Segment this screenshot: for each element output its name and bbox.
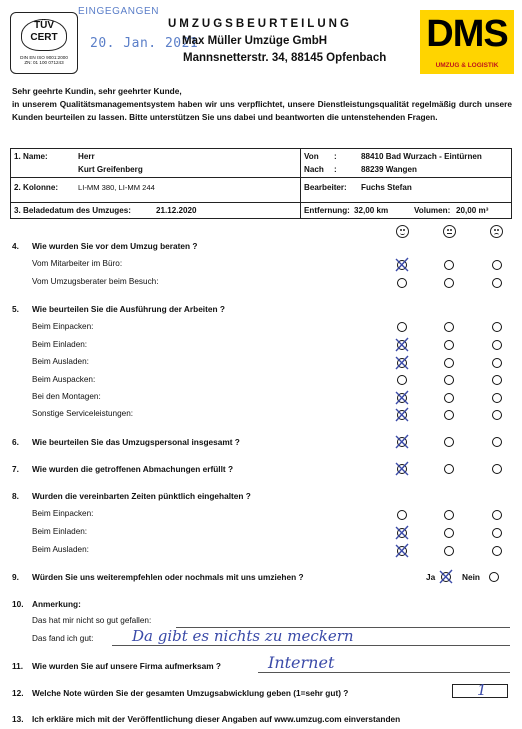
- question-number: 12.: [12, 688, 24, 698]
- answer-circle[interactable]: [397, 278, 407, 288]
- cert-text: TÜV: [34, 20, 54, 31]
- checkmark-cross-icon: [438, 569, 453, 583]
- question-4: [12, 241, 197, 251]
- agent-label: Bearbeiter:: [304, 183, 347, 192]
- q10-liked-answer: Da gibt es nichts zu meckern: [132, 627, 354, 645]
- q8-packing-label: Beim Einpacken:: [32, 509, 94, 518]
- answer-circle[interactable]: [492, 410, 502, 420]
- q5-packing-label: Beim Einpacken:: [32, 322, 94, 331]
- q9-no-label: Nein: [462, 572, 480, 582]
- question-11: [12, 661, 221, 671]
- checkmark-cross-icon: [394, 434, 409, 448]
- cert-emblem: [21, 19, 67, 51]
- question-number: 7.: [12, 464, 19, 474]
- answer-circle[interactable]: [444, 278, 454, 288]
- question-number: 5.: [12, 304, 19, 314]
- question-text: Anmerkung:: [32, 599, 81, 609]
- intro-greeting: Sehr geehrte Kundin, sehr geehrter Kunde,: [12, 86, 182, 96]
- question-text: Ich erkläre mich mit der Veröffentlichung dieser Angaben auf www.umzug.com einverstanden: [32, 714, 401, 724]
- q10-liked-label: Das fand ich gut:: [32, 634, 94, 643]
- intro-body: in unserem Qualitätsmanagementsystem haben wir uns verpflichtet, unsere Dienstleistungsqualität regelmäßig durch unsere Kunden beurteilen zu lassen. Bitte unterstützen Sie uns dabei und beantworten die untenstehenden Fragen.: [12, 99, 512, 122]
- answer-circle[interactable]: [492, 375, 502, 385]
- question-9: [12, 572, 304, 582]
- checkmark-cross-icon: [394, 337, 409, 351]
- answer-circle[interactable]: [492, 278, 502, 288]
- name-label: 1. Name:: [14, 152, 48, 161]
- question-number: 8.: [12, 491, 19, 501]
- answer-circle[interactable]: [444, 546, 454, 556]
- from-colon: :: [334, 152, 337, 161]
- from-address: 88410 Bad Wurzach - Eintürnen: [361, 152, 482, 161]
- cert-norm: DIN EN ISO 9001:2000: [20, 55, 68, 60]
- question-7: [12, 464, 233, 474]
- checkmark-cross-icon: [394, 355, 409, 369]
- checkmark-cross-icon: [394, 257, 409, 271]
- answer-circle[interactable]: [444, 358, 454, 368]
- answer-circle[interactable]: [444, 464, 454, 474]
- checkmark-cross-icon: [394, 461, 409, 475]
- question-text: Wie wurden Sie auf unsere Firma aufmerksam ?: [32, 661, 221, 671]
- answer-circle[interactable]: [492, 260, 502, 270]
- answer-circle[interactable]: [444, 437, 454, 447]
- cert-standard: [11, 55, 77, 65]
- checkmark-cross-icon: [394, 543, 409, 557]
- question-text: Wie wurden die getroffenen Abmachungen erfüllt ?: [32, 464, 234, 474]
- answer-circle[interactable]: [444, 528, 454, 538]
- q11-answer-line: [258, 672, 510, 673]
- to-label: Nach: [304, 165, 324, 174]
- customer-info-table: [10, 148, 512, 219]
- question-number: 4.: [12, 241, 19, 251]
- question-text: Welche Note würden Sie der gesamten Umzugsabwicklung geben (1=sehr gut) ?: [32, 688, 349, 698]
- answer-circle[interactable]: [444, 375, 454, 385]
- load-date-value: 21.12.2020: [156, 206, 197, 215]
- distance-value: 32,00 km: [354, 206, 389, 215]
- received-date-stamp: 20. Jan. 2021: [90, 36, 199, 51]
- question-number: 9.: [12, 572, 19, 582]
- answer-circle[interactable]: [492, 358, 502, 368]
- q5-unpacking-label: Beim Auspacken:: [32, 375, 96, 384]
- q12-answer: 1: [477, 681, 487, 699]
- answer-circle[interactable]: [444, 340, 454, 350]
- question-6: [12, 437, 240, 447]
- answer-circle[interactable]: [444, 260, 454, 270]
- volume-label: Volumen:: [414, 206, 451, 215]
- q11-answer: Internet: [268, 653, 335, 672]
- logo-text: DMS: [426, 13, 508, 55]
- question-text: Wurden die vereinbarten Zeiten pünktlich eingehalten ?: [32, 491, 251, 501]
- company-name: Max Müller Umzüge GmbH: [182, 35, 328, 47]
- answer-circle[interactable]: [397, 510, 407, 520]
- question-text: Wie beurteilen Sie die Ausführung der Arbeiten ?: [32, 304, 225, 314]
- distance-label: Entfernung:: [304, 206, 350, 215]
- question-text: Wie beurteilen Sie das Umzugspersonal insgesamt ?: [32, 437, 240, 447]
- question-12: [12, 688, 348, 698]
- intro-text: [12, 85, 512, 124]
- q8-loading-label: Beim Einladen:: [32, 527, 88, 536]
- q5-unloading-label: Beim Ausladen:: [32, 357, 89, 366]
- neutral-face-icon: [443, 225, 456, 238]
- dms-logo: [420, 10, 514, 74]
- tuv-cert-logo: [10, 12, 78, 74]
- question-8: [12, 491, 251, 501]
- to-address: 88239 Wangen: [361, 165, 417, 174]
- answer-circle[interactable]: [492, 510, 502, 520]
- name-salutation: Herr: [78, 152, 95, 161]
- answer-circle[interactable]: [444, 410, 454, 420]
- q9-yes-label: Ja: [426, 572, 436, 582]
- happy-face-icon: [396, 225, 409, 238]
- company-address: Mannsnetterstr. 34, 88145 Opfenbach: [183, 52, 387, 64]
- cert-number: ZN: 01 100 071243: [24, 60, 64, 66]
- checkmark-cross-icon: [394, 407, 409, 421]
- answer-circle[interactable]: [492, 528, 502, 538]
- answer-circle[interactable]: [492, 437, 502, 447]
- q4-visit-label: Vom Umzugsberater beim Besuch:: [32, 277, 159, 286]
- logo-subtitle: UMZUG & LOGISTIK: [435, 62, 499, 69]
- agent-value: Fuchs Stefan: [361, 183, 412, 192]
- checkmark-cross-icon: [394, 390, 409, 404]
- answer-circle[interactable]: [492, 464, 502, 474]
- cert-text: CERT: [30, 32, 58, 43]
- question-number: 6.: [12, 437, 19, 447]
- answer-circle[interactable]: [492, 322, 502, 332]
- from-label: Von: [304, 152, 319, 161]
- load-date-label: 3. Beladedatum des Umzuges:: [14, 206, 131, 215]
- customer-name: Kurt Greifenberg: [78, 165, 143, 174]
- q5-other-services-label: Sonstige Serviceleistungen:: [32, 409, 134, 418]
- question-text: Würden Sie uns weiterempfehlen oder nochmals mit uns umziehen ?: [32, 572, 304, 582]
- answer-circle[interactable]: [444, 393, 454, 403]
- to-colon: :: [334, 165, 337, 174]
- q5-loading-label: Beim Einladen:: [32, 340, 88, 349]
- answer-circle[interactable]: [492, 546, 502, 556]
- q10-liked-line: [112, 645, 510, 646]
- question-text: Wie wurden Sie vor dem Umzug beraten ?: [32, 241, 198, 251]
- q5-assembly-label: Bei den Montagen:: [32, 392, 101, 401]
- q4-office-label: Vom Mitarbeiter im Büro:: [32, 259, 123, 268]
- answer-circle[interactable]: [397, 322, 407, 332]
- answer-circle[interactable]: [492, 340, 502, 350]
- answer-circle[interactable]: [397, 375, 407, 385]
- column-value: LI-MM 380, LI-MM 244: [78, 183, 155, 192]
- question-10: [12, 599, 81, 609]
- answer-circle[interactable]: [489, 572, 499, 582]
- volume-value: 20,00 m³: [456, 206, 489, 215]
- answer-circle[interactable]: [444, 510, 454, 520]
- sad-face-icon: [490, 225, 503, 238]
- question-13: [12, 714, 400, 724]
- q10-disliked-label: Das hat mir nicht so gut gefallen:: [32, 616, 152, 625]
- checkmark-cross-icon: [394, 525, 409, 539]
- received-stamp: EINGEGANGEN: [78, 6, 160, 17]
- question-number: 11.: [12, 661, 24, 671]
- answer-circle[interactable]: [444, 322, 454, 332]
- question-number: 10.: [12, 599, 24, 609]
- question-5: [12, 304, 225, 314]
- question-number: 13.: [12, 714, 24, 724]
- column-label: 2. Kolonne:: [14, 183, 59, 192]
- answer-circle[interactable]: [492, 393, 502, 403]
- form-title: UMZUGSBEURTEILUNG: [168, 18, 352, 30]
- q8-unloading-label: Beim Ausladen:: [32, 545, 89, 554]
